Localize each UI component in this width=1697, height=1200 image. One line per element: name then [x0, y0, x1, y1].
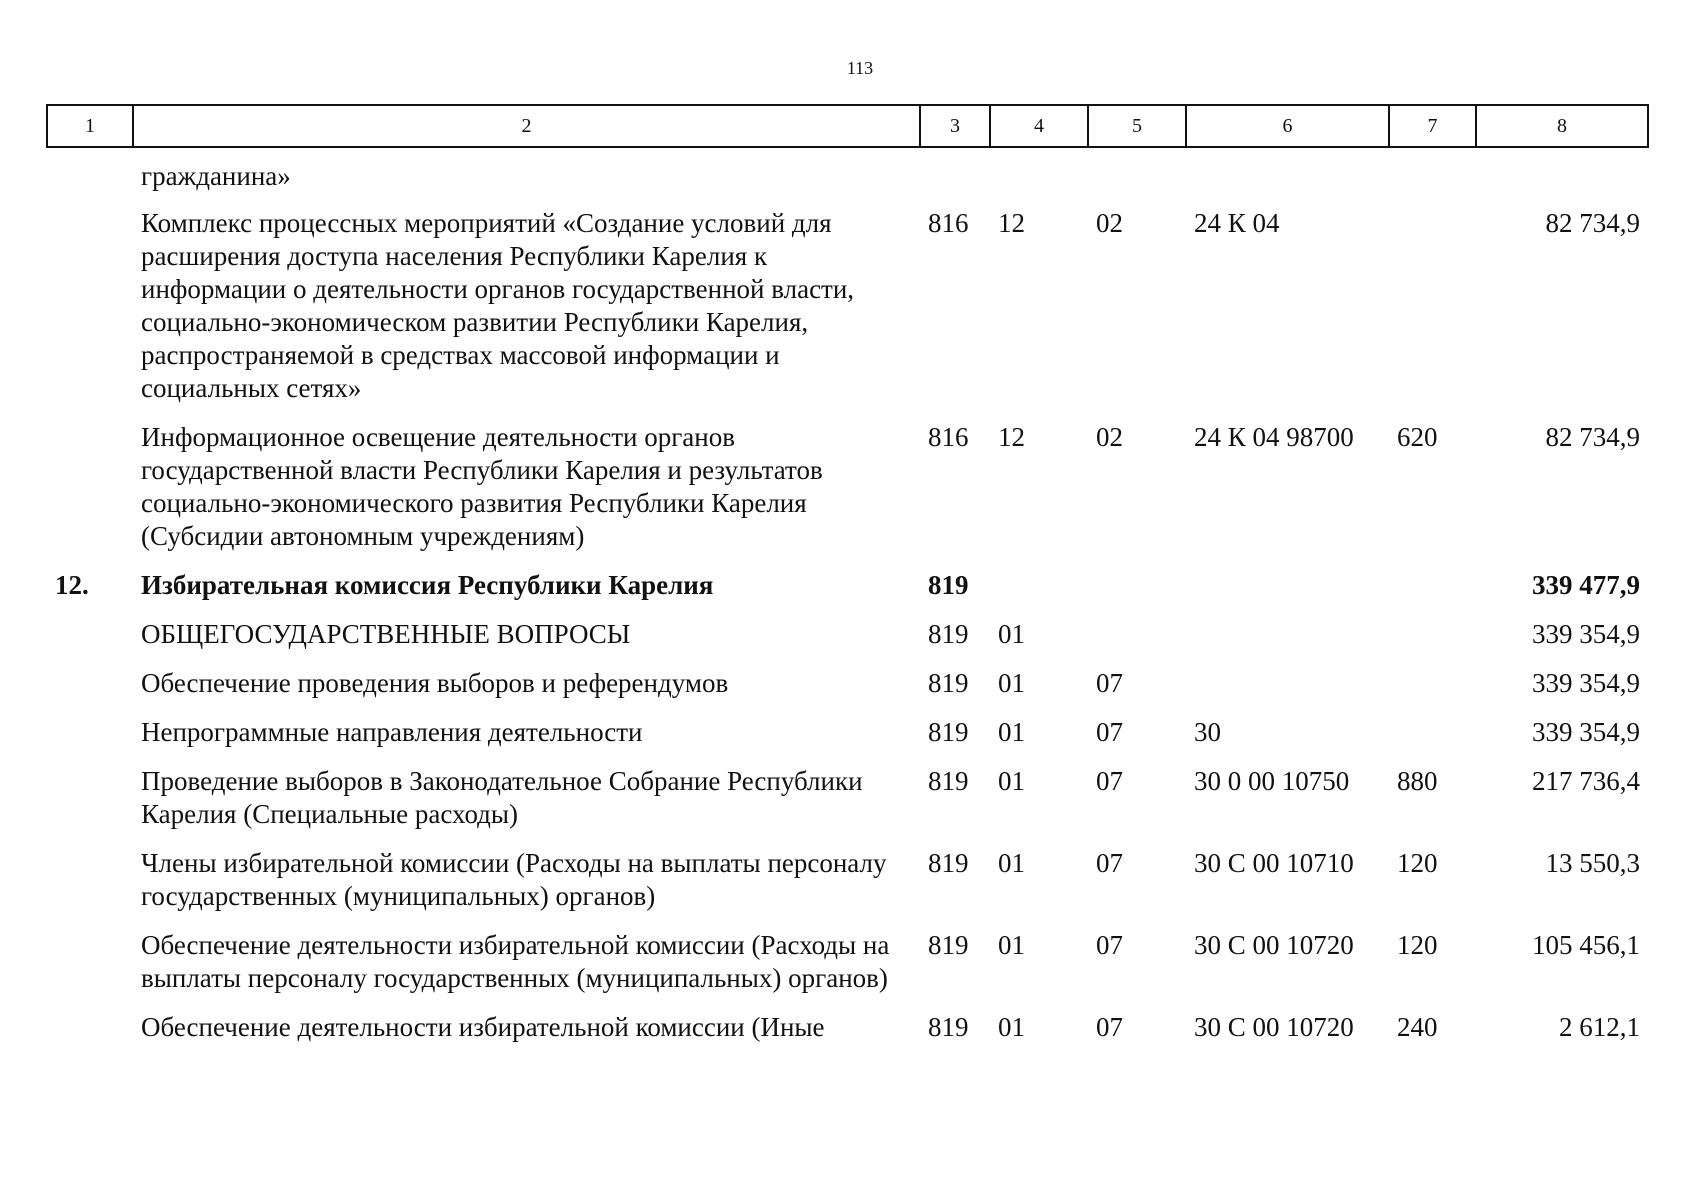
- table-row: [47, 1011, 1648, 1060]
- row-amount: 105 456,1: [1532, 930, 1640, 960]
- table-row: [47, 929, 1648, 1011]
- row-amount: 339 354,9: [1532, 717, 1640, 747]
- row-col-7: [1389, 207, 1476, 421]
- table-row: [47, 207, 1648, 421]
- header-row: [47, 105, 1648, 147]
- row-col-6: 30 С 00 10720: [1194, 1012, 1354, 1042]
- row-col-3: [920, 147, 990, 207]
- row-col-7: [1389, 667, 1476, 716]
- row-amount: 339 354,9: [1532, 619, 1640, 649]
- header-col-6: 6: [1186, 105, 1389, 147]
- header-col-7: 7: [1389, 105, 1476, 147]
- budget-table: [46, 104, 1649, 1060]
- row-name: Непрограммные направления деятельности: [141, 717, 643, 747]
- row-col-7: 120: [1397, 848, 1438, 878]
- row-amount: 13 550,3: [1545, 848, 1640, 878]
- row-name: ОБЩЕГОСУДАРСТВЕННЫЕ ВОПРОСЫ: [141, 619, 631, 649]
- row-amount: 217 736,4: [1532, 766, 1640, 796]
- row-col-6: [1186, 147, 1389, 207]
- row-col-6: 30: [1194, 717, 1221, 747]
- row-col-7: [1389, 147, 1476, 207]
- row-name: Информационное освещение деятельности органов государственной власти Республики Карелия и результатов социально-экономического развития Республики Карелия (Субсидии автономным учреждениям): [141, 422, 823, 551]
- row-col-5: 07: [1096, 930, 1123, 960]
- row-name: Избирательная комиссия Республики Карелия: [141, 570, 714, 600]
- row-col-6: 30 С 00 10710: [1194, 848, 1354, 878]
- row-amount: 82 734,9: [1545, 422, 1640, 452]
- row-amount: [1476, 147, 1648, 207]
- page-number: 113: [846, 58, 874, 78]
- row-col-5: 07: [1096, 668, 1123, 698]
- row-col-3: 816: [928, 208, 969, 238]
- header-col-5: 5: [1088, 105, 1186, 147]
- row-number: [47, 421, 133, 569]
- row-col-3: 819: [928, 930, 969, 960]
- row-number: [47, 765, 133, 847]
- row-number: [47, 1011, 133, 1060]
- row-number: [47, 667, 133, 716]
- row-col-6: 24 К 04 98700: [1194, 422, 1354, 452]
- row-col-4: [990, 569, 1088, 618]
- row-col-4: 01: [998, 619, 1025, 649]
- row-col-6: [1186, 569, 1389, 618]
- row-col-4: 12: [998, 208, 1025, 238]
- row-col-5: [1088, 147, 1186, 207]
- row-name: гражданина»: [141, 161, 291, 191]
- row-col-7: 240: [1397, 1012, 1438, 1042]
- row-number: [47, 207, 133, 421]
- table-row: [47, 421, 1648, 569]
- row-col-5: 02: [1096, 422, 1123, 452]
- row-number: [47, 147, 133, 207]
- table-row: [47, 667, 1648, 716]
- row-amount: 339 354,9: [1532, 668, 1640, 698]
- row-col-7: [1389, 618, 1476, 667]
- row-name: Обеспечение деятельности избирательной комиссии (Иные: [141, 1012, 825, 1042]
- row-amount: 2 612,1: [1559, 1012, 1640, 1042]
- row-name: Обеспечение проведения выборов и референдумов: [141, 668, 729, 698]
- row-col-4: 01: [998, 848, 1025, 878]
- header-col-3: 3: [920, 105, 990, 147]
- row-col-6: [1186, 667, 1389, 716]
- row-col-5: 02: [1096, 208, 1123, 238]
- table-row: [47, 716, 1648, 765]
- row-col-5: 07: [1096, 1012, 1123, 1042]
- row-col-5: 07: [1096, 766, 1123, 796]
- row-col-5: 07: [1096, 848, 1123, 878]
- row-col-6: 24 К 04: [1194, 208, 1280, 238]
- row-col-4: 01: [998, 717, 1025, 747]
- row-col-7: [1389, 569, 1476, 618]
- row-col-7: 120: [1397, 930, 1438, 960]
- row-col-3: 819: [928, 717, 969, 747]
- row-col-5: 07: [1096, 717, 1123, 747]
- row-amount: 82 734,9: [1545, 208, 1640, 238]
- row-col-3: 819: [928, 570, 969, 600]
- row-col-4: 01: [998, 766, 1025, 796]
- header-col-2: 2: [133, 105, 920, 147]
- row-col-5: [1088, 618, 1186, 667]
- row-number: [47, 847, 133, 929]
- row-name: Проведение выборов в Законодательное Собрание Республики Карелия (Специальные расходы): [141, 766, 863, 829]
- row-col-3: 819: [928, 848, 969, 878]
- row-number: 12.: [55, 570, 89, 600]
- row-name: Комплекс процессных мероприятий «Создание условий для расширения доступа населения Республики Карелия к информации о деятельности органов государственной власти, социально-экономическом развитии Республики Карелия, распространяемой в средствах массовой информации и социальных сетях»: [141, 208, 855, 403]
- row-col-3: 819: [928, 668, 969, 698]
- table-row: [47, 569, 1648, 618]
- row-number: [47, 618, 133, 667]
- row-col-7: [1389, 716, 1476, 765]
- row-col-7: 620: [1397, 422, 1438, 452]
- row-col-4: 12: [998, 422, 1025, 452]
- row-col-4: 01: [998, 930, 1025, 960]
- row-number: [47, 929, 133, 1011]
- table-row: [47, 847, 1648, 929]
- row-number: [47, 716, 133, 765]
- row-col-6: 30 0 00 10750: [1194, 766, 1350, 796]
- header-col-1: 1: [47, 105, 133, 147]
- row-name: Обеспечение деятельности избирательной комиссии (Расходы на выплаты персоналу государственных (муниципальных) органов): [141, 930, 890, 993]
- table-row: [47, 618, 1648, 667]
- row-col-3: 819: [928, 1012, 969, 1042]
- row-col-4: 01: [998, 1012, 1025, 1042]
- row-name: Члены избирательной комиссии (Расходы на выплаты персоналу государственных (муниципальных) органов): [141, 848, 887, 911]
- row-col-6: 30 С 00 10720: [1194, 930, 1354, 960]
- row-col-6: [1186, 618, 1389, 667]
- row-col-4: [990, 147, 1088, 207]
- row-col-3: 816: [928, 422, 969, 452]
- header-col-4: 4: [990, 105, 1088, 147]
- row-col-3: 819: [928, 766, 969, 796]
- table-row: [47, 147, 1648, 207]
- row-col-4: 01: [998, 668, 1025, 698]
- row-col-7: 880: [1397, 766, 1438, 796]
- row-col-5: [1088, 569, 1186, 618]
- table-row: [47, 765, 1648, 847]
- row-col-3: 819: [928, 619, 969, 649]
- row-amount: 339 477,9: [1532, 570, 1640, 600]
- header-col-8: 8: [1476, 105, 1648, 147]
